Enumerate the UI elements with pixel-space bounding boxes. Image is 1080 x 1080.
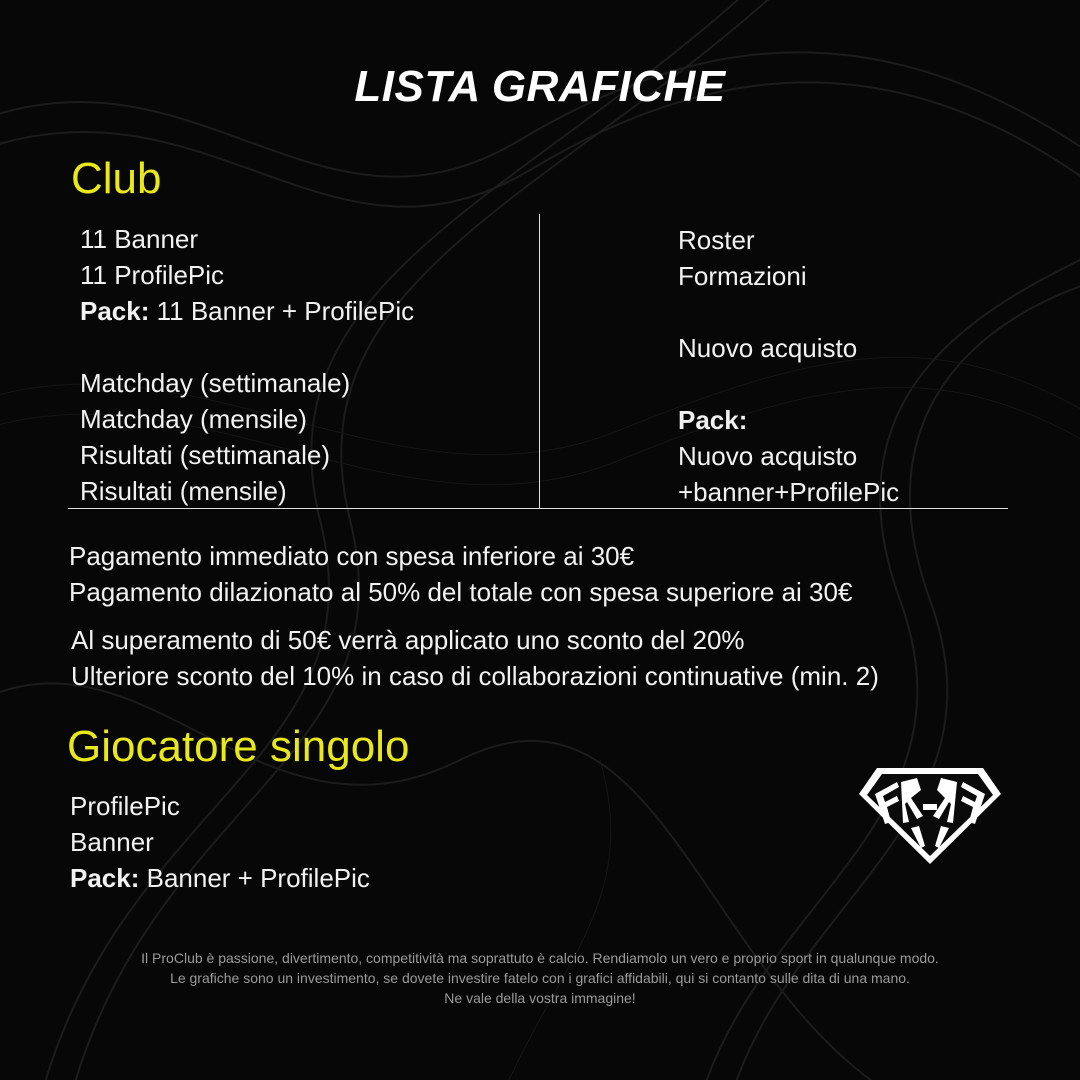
player-pack-line (70, 860, 370, 896)
list-item: Roster (678, 225, 755, 255)
list-item: Nuovo acquisto (678, 333, 858, 363)
page-title: LISTA GRAFICHE (354, 62, 726, 111)
payment-terms (69, 538, 852, 610)
footer-line: Le grafiche sono un investimento, se dovete investire fatelo con i grafici affidabili, qui si contanto sulle dita di una mano. (170, 970, 910, 986)
list-item: Nuovo acquisto (678, 441, 858, 471)
discount-terms (71, 622, 879, 694)
club-left-column (80, 221, 414, 509)
list-item: Banner (70, 827, 154, 857)
player-list (70, 788, 370, 896)
pack-label: Pack: (678, 405, 748, 435)
section-divider (68, 508, 1008, 509)
footer-line: Ne vale della vostra immagine! (444, 990, 636, 1006)
list-item: 11 Banner (80, 224, 199, 254)
list-item: ProfilePic (70, 791, 180, 821)
pack-label: Pack: (70, 863, 140, 893)
list-item: Risultati (settimanale) (80, 440, 330, 470)
payment-line: Pagamento immediato con spesa inferiore ai 30€ (69, 541, 635, 571)
discount-line: Al superamento di 50€ verrà applicato uno sconto del 20% (71, 625, 745, 655)
list-item: +banner+ProfilePic (678, 477, 900, 507)
list-item: 11 ProfilePic (80, 260, 225, 290)
payment-line: Pagamento dilazionato al 50% del totale con spesa superiore ai 30€ (69, 577, 853, 607)
list-item: Formazioni (678, 261, 807, 291)
club-heading: Club (71, 154, 162, 203)
pack-text: 11 Banner + ProfilePic (149, 296, 415, 326)
player-heading: Giocatore singolo (67, 722, 410, 771)
column-divider (539, 214, 540, 508)
discount-line: Ulteriore sconto del 10% in caso di collaborazioni continuative (min. 2) (71, 661, 879, 691)
club-right-column (678, 222, 899, 510)
footer-note (0, 948, 1080, 1008)
list-item: Matchday (settimanale) (80, 368, 351, 398)
list-item: Risultati (mensile) (80, 476, 287, 506)
pack-text: Banner + ProfilePic (139, 863, 370, 893)
shield-logo-icon (855, 764, 1005, 866)
club-pack-line (80, 293, 414, 329)
pack-label: Pack: (80, 296, 150, 326)
list-item: Matchday (mensile) (80, 404, 307, 434)
footer-line: Il ProClub è passione, divertimento, competitività ma soprattuto è calcio. Rendiamolo un vero e proprio sport in qualunque modo. (141, 950, 939, 966)
